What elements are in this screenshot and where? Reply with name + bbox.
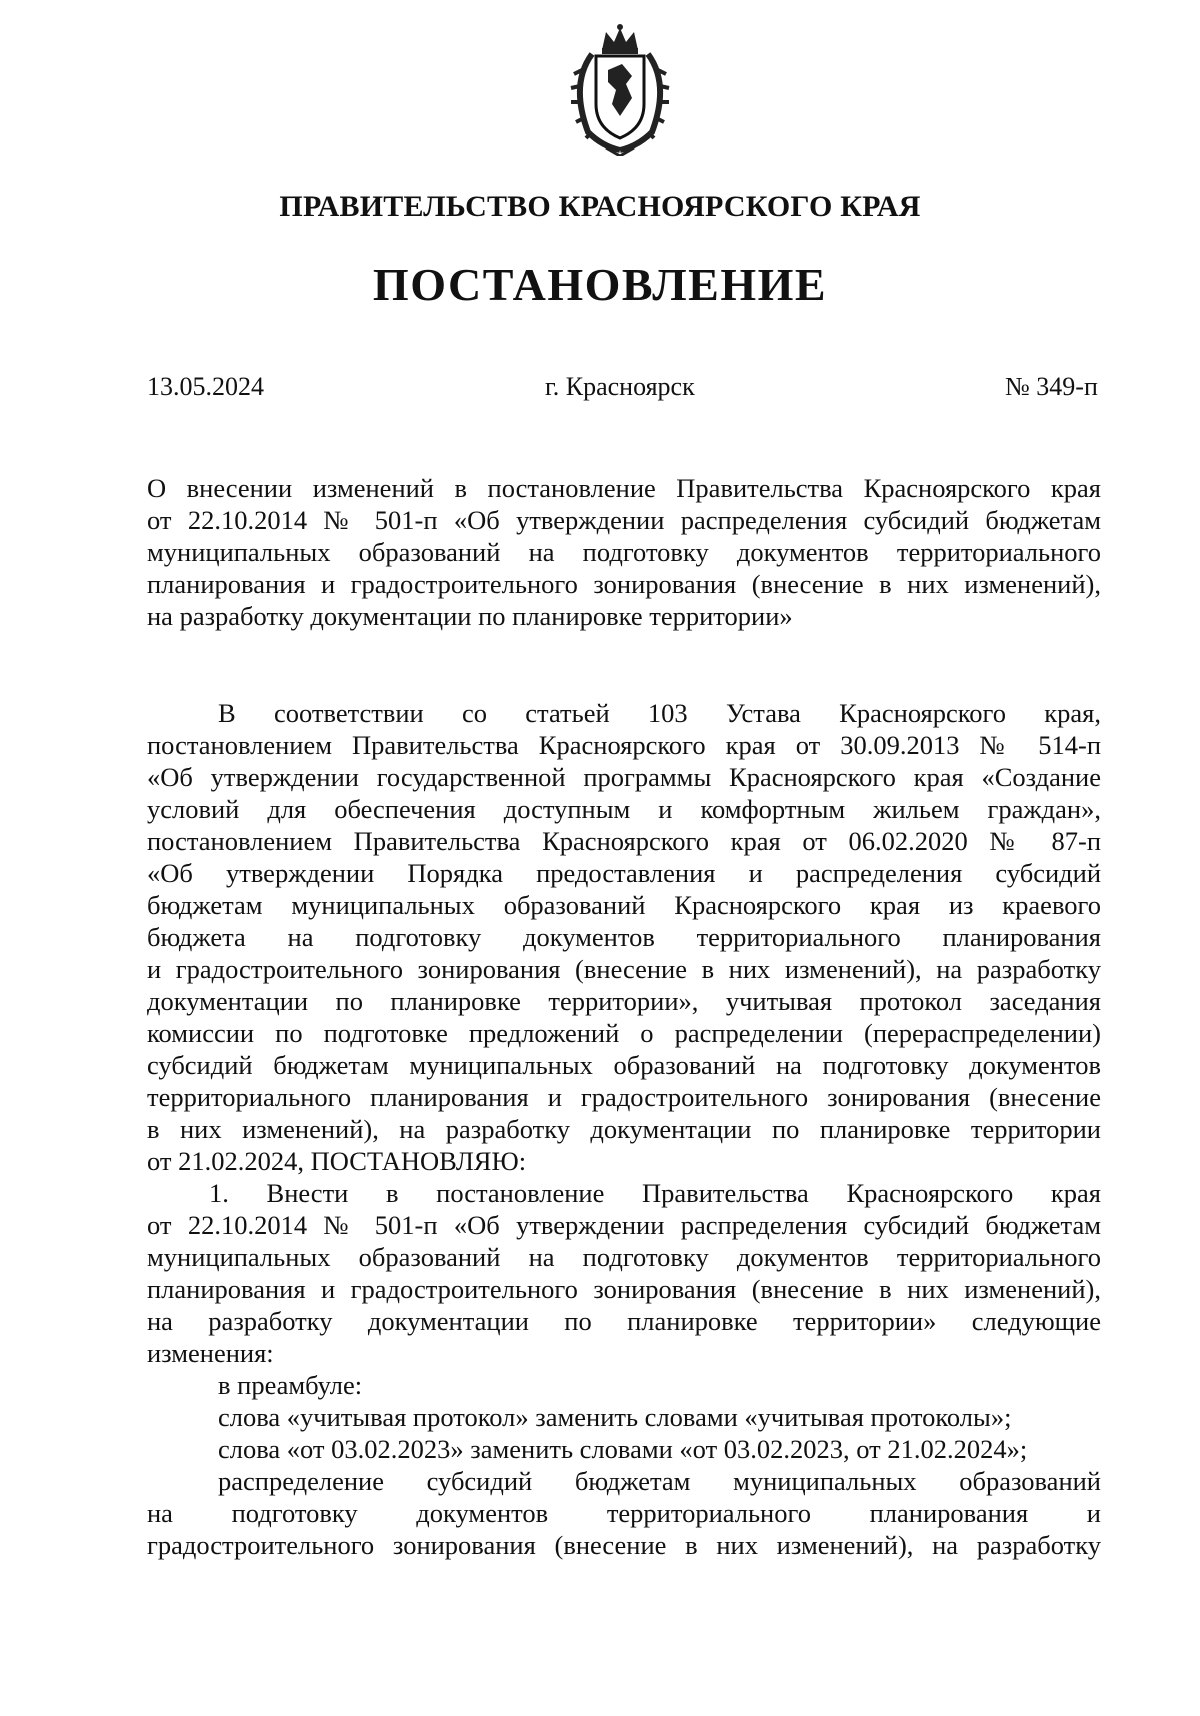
krasnoyarsk-krai-coat-of-arms-icon xyxy=(562,24,678,156)
document-number: № 349-п xyxy=(1005,372,1098,401)
body-line: постановлением Правительства Красноярского края от 30.09.2013 № 514-п xyxy=(147,730,1101,760)
body-line: от 22.10.2014 № 501-п «Об утверждении распределения субсидий бюджетам xyxy=(147,1210,1101,1240)
body-line: изменения: xyxy=(147,1338,274,1368)
body-line: распределение субсидий бюджетам муниципальных образований xyxy=(218,1466,1101,1496)
body-line: В соответствии со статьей 103 Устава Красноярского края, xyxy=(218,698,1101,728)
body-line: «Об утверждении государственной программы Красноярского края «Создание xyxy=(147,762,1101,792)
body-line: и градостроительного зонирования (внесение в них изменений), на разработку xyxy=(147,954,1101,984)
body-line: в преамбуле: xyxy=(218,1370,363,1400)
subject-line: планирования и градостроительного зонирования (внесение в них изменений), xyxy=(147,569,1101,599)
document-date: 13.05.2024 xyxy=(147,372,264,401)
body-line: градостроительного зонирования (внесение в них изменений), на разработку xyxy=(147,1530,1101,1560)
document-city: г. Красноярск xyxy=(545,372,695,401)
document-body xyxy=(147,697,1101,1561)
document-type-heading: ПОСТАНОВЛЕНИЕ xyxy=(372,259,828,310)
subject-line: муниципальных образований на подготовку документов территориального xyxy=(147,537,1101,567)
body-line: условий для обеспечения доступным и комфортным жильем граждан», xyxy=(147,794,1101,824)
body-line: слова «учитывая протокол» заменить словами «учитывая протоколы»; xyxy=(218,1402,1012,1432)
body-line: слова «от 03.02.2023» заменить словами «от 03.02.2023, от 21.02.2024»; xyxy=(218,1434,1028,1464)
subject-line: на разработку документации по планировке территории» xyxy=(147,601,793,631)
body-line: на подготовку документов территориального планирования и xyxy=(147,1498,1101,1528)
subject-line: от 22.10.2014 № 501-п «Об утверждении распределения субсидий бюджетам xyxy=(147,505,1101,535)
organization-title: ПРАВИТЕЛЬСТВО КРАСНОЯРСКОГО КРАЯ xyxy=(279,190,921,223)
body-line: в них изменений), на разработку документации по планировке территории xyxy=(147,1114,1101,1144)
body-line: от 21.02.2024, ПОСТАНОВЛЯЮ: xyxy=(147,1146,527,1176)
body-line: бюджета на подготовку документов территориального планирования xyxy=(147,922,1101,952)
body-line: постановлением Правительства Красноярского края от 06.02.2020 № 87-п xyxy=(147,826,1101,856)
body-line: планирования и градостроительного зонирования (внесение в них изменений), xyxy=(147,1274,1101,1304)
subject-line: О внесении изменений в постановление Правительства Красноярского края xyxy=(147,473,1101,503)
body-line: документации по планировке территории», учитывая протокол заседания xyxy=(147,986,1101,1016)
body-line: территориального планирования и градостроительного зонирования (внесение xyxy=(147,1082,1101,1112)
body-line: муниципальных образований на подготовку документов территориального xyxy=(147,1242,1101,1272)
document-subject xyxy=(147,472,1101,632)
body-line: «Об утверждении Порядка предоставления и распределения субсидий xyxy=(147,858,1101,888)
body-line: бюджетам муниципальных образований Красноярского края из краевого xyxy=(147,890,1101,920)
body-line: на разработку документации по планировке территории» следующие xyxy=(147,1306,1101,1336)
body-line: 1. Внести в постановление Правительства Красноярского края xyxy=(209,1178,1101,1208)
body-line: субсидий бюджетам муниципальных образований на подготовку документов xyxy=(147,1050,1101,1080)
body-line: комиссии по подготовке предложений о распределении (перераспределении) xyxy=(147,1018,1101,1048)
